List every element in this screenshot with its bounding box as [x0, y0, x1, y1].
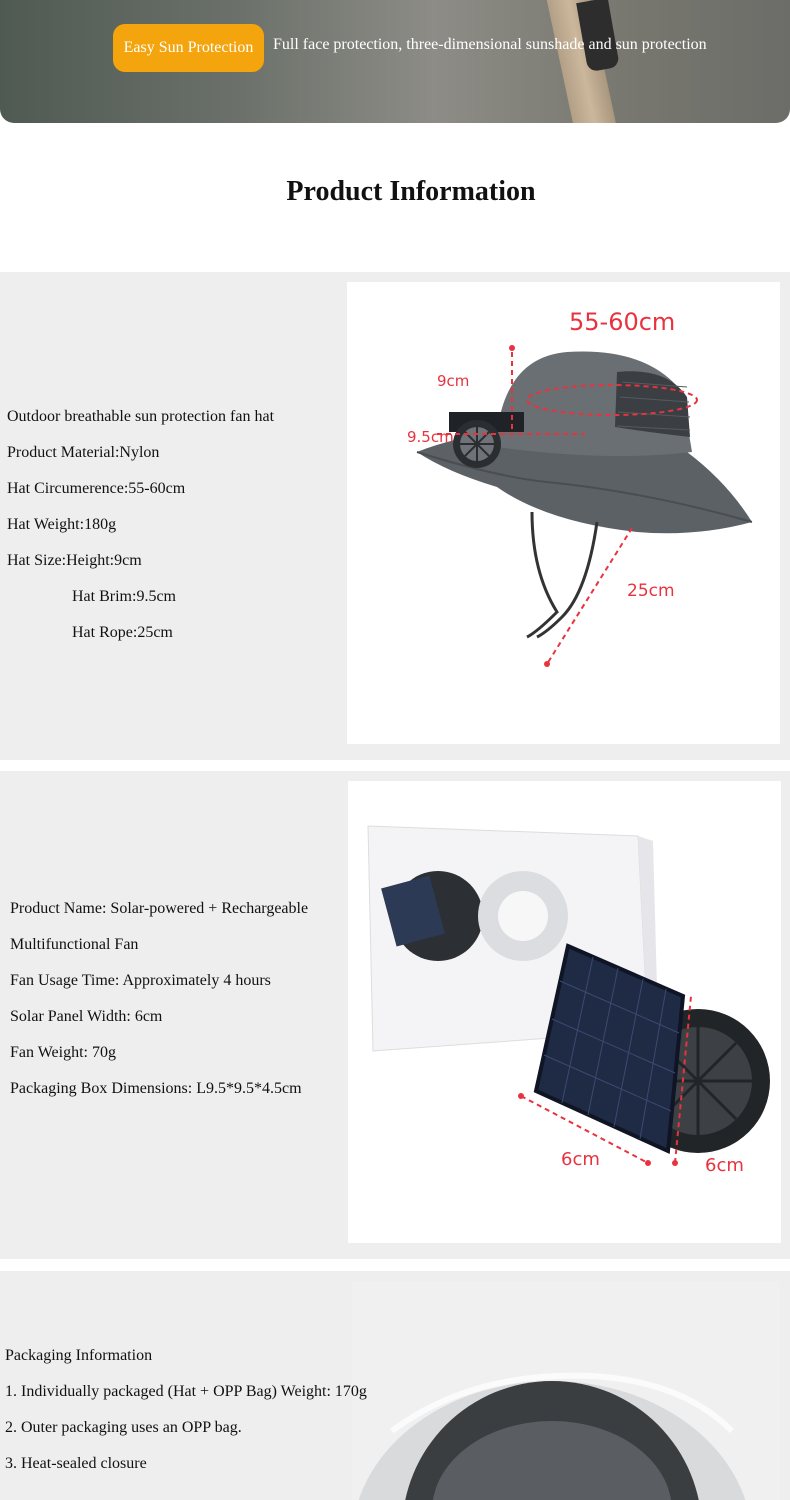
page-title: Product Information: [286, 176, 536, 207]
spec-line: Hat Weight:180g: [7, 516, 117, 533]
spec-line: Hat Brim:9.5cm: [72, 588, 176, 605]
height-label: 9cm: [437, 372, 470, 390]
spec-line: Packaging Information: [5, 1347, 153, 1364]
circumference-label: 55-60cm: [569, 308, 676, 336]
spec-line: Fan Usage Time: Approximately 4 hours: [10, 972, 271, 989]
spec-line: Product Name: Solar-powered + Rechargeable: [10, 900, 309, 917]
banner-description: Full face protection, three-dimensional sunshade and sun protection: [273, 36, 707, 53]
sun-protection-badge: Easy Sun Protection: [113, 24, 264, 72]
spec-line: Packaging Box Dimensions: L9.5*9.5*4.5cm: [10, 1080, 302, 1097]
hat-dimension-image: [347, 282, 780, 744]
spec-line: Hat Size:Height:9cm: [7, 552, 142, 569]
spec-line: Fan Weight: 70g: [10, 1044, 116, 1061]
solar-fan-image: [348, 781, 781, 1243]
brim-label: 9.5cm: [407, 428, 454, 446]
spec-line: 2. Outer packaging uses an OPP bag.: [5, 1419, 242, 1436]
packaging-image: [352, 1281, 780, 1500]
hat-spec-panel: [0, 272, 790, 760]
spec-line: Solar Panel Width: 6cm: [10, 1008, 163, 1025]
packaging-list: [5, 1338, 367, 1482]
spec-line: 3. Heat-sealed closure: [5, 1455, 147, 1472]
fan-spec-list: [10, 891, 308, 1107]
rope-label: 25cm: [627, 581, 675, 601]
hat-spec-list: [7, 399, 274, 651]
packaging-panel: [0, 1271, 790, 1500]
fan-spec-panel: [0, 771, 790, 1259]
spec-line: Multifunctional Fan: [10, 936, 139, 953]
spec-line: Hat Rope:25cm: [72, 624, 173, 641]
panel-width-label-left: 6cm: [561, 1149, 600, 1170]
top-banner: [0, 0, 790, 123]
panel-width-label-right: 6cm: [705, 1155, 744, 1176]
spec-line: Product Material:Nylon: [7, 444, 160, 461]
spec-line: 1. Individually packaged (Hat + OPP Bag) Weight: 170g: [5, 1383, 367, 1400]
spec-line: Hat Circumerence:55-60cm: [7, 480, 186, 497]
spec-line: Outdoor breathable sun protection fan hat: [7, 408, 275, 425]
